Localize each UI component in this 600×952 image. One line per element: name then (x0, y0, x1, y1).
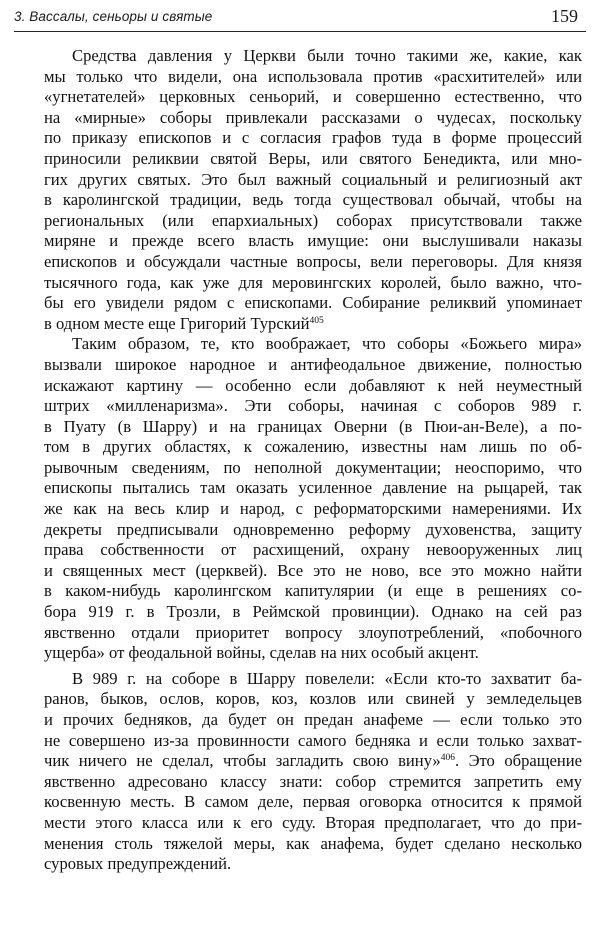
paragraph (44, 46, 582, 334)
text-line: ранов, быков, ослов, коров, коз, козлов или свиней у земледельцев (44, 689, 582, 709)
body-text (44, 46, 582, 875)
text-line (44, 751, 582, 772)
text-line: и священных мест (церквей). Все это не ново, все это можно найти (44, 560, 582, 580)
text-line: искажают картину — особенно если добавляют к ней неуместный (44, 375, 582, 395)
text-line: суровых предупреждений. (44, 854, 232, 874)
text-line: тысячного года, как уже для меровингских королей, было важно, что- (44, 272, 582, 292)
text-line: на «мирные» соборы привлекали рассказами о чудесах, поскольку (44, 107, 582, 127)
text-line: в каком-нибудь каролингском капитулярии (и еще в решениях со- (44, 581, 582, 601)
footnote-ref[interactable]: 405 (309, 315, 324, 326)
text-line: не совершено из-за провинности самого бедняка и если только захват- (44, 730, 582, 750)
text-line: бы его увидели рядом с епископами. Собирание реликвий упоминает (44, 293, 582, 313)
text-line (44, 314, 582, 335)
running-head (14, 7, 586, 32)
text-line: права собственности от расхищений, охрану невооруженных лиц (44, 540, 582, 560)
text-line: бора 919 г. в Трозли, в Реймской провинции). Однако на сей раз (44, 602, 582, 622)
text-line: миряне и прежде всего власть имущие: они выслушивали наказы (44, 231, 582, 251)
text-line: и прочих бедняков, да будет он предан анафеме — если только это (44, 710, 582, 729)
text-line: рывочным сведениям, по неполной документации; неоспоримо, что (44, 457, 582, 477)
text-line: в каролингской традиции, ведь тогда существовал обычай, чтобы на (44, 190, 582, 210)
paragraph (44, 334, 582, 664)
text-line: Таким образом, те, кто воображает, что соборы «Божьего мира» (72, 334, 582, 354)
text-line: Средства давления у Церкви были точно такими же, какие, как (72, 46, 582, 65)
text-line: приносили реликвии святой Веры, или святого Бенедикта, или мно- (44, 148, 582, 168)
text-line: «угнетателей» церковных сеньорий, и совершенно естественно, что (44, 87, 582, 107)
text-line: мы только что видели, она использовала против «расхитителей» или (44, 66, 582, 86)
text-line: явственно отдали приоритет вопросу злоупотреблений, «побочного (44, 622, 582, 642)
text-line: том в других областях, к сожалению, известны нам лишь по об- (44, 437, 582, 457)
text-line: региональных (или епархиальных) соборах присутствовали также (44, 210, 582, 230)
text-line: косвенную месть. В самом деле, первая оговорка относится к прямой (44, 792, 582, 812)
text-line: вызвали широкое народное и антифеодальное движение, полностью (44, 354, 582, 374)
page-number: 159 (551, 6, 578, 26)
text-line: декреты предписывали одновременно реформу духовенства, защиту (44, 519, 582, 539)
text-line: явственно адресовано классу знати: собор стремится запретить ему (44, 771, 582, 791)
text-line: же как на весь клир и народ, с реформаторскими намерениями. Их (44, 499, 582, 519)
footnote-ref[interactable]: 406 (440, 753, 455, 764)
text-line-tail: . Это обращение (454, 751, 582, 771)
text-line: штрих «милленаризма». Эти соборы, начиная с соборов 989 г. (44, 396, 582, 416)
text-line: по приказу епископов и с согласия графов туда в форме процессий (44, 128, 582, 148)
text-line-content: чик ничего не сделал, чтобы загладить свою вину» (44, 751, 441, 771)
text-line: ущерба» от феодальной войны, сделав на них особый акцент. (44, 643, 479, 663)
text-line: епископов и обсуждали частные вопросы, вели переговоры. Для князя (44, 251, 582, 271)
text-line: В 989 г. на соборе в Шарру повелели: «Если кто-то захватит ба- (72, 668, 582, 688)
paragraph (44, 669, 582, 875)
text-line: мести этого класса или к его суду. Вторая предполагает, что до при- (44, 812, 582, 832)
text-line: епископы пытались там оказать усиленное давление на рыцарей, так (44, 478, 582, 498)
text-line: менения столь тяжелой меры, как анафема, будет сделано несколько (44, 833, 582, 853)
text-line: в Пуату (в Шарру) и на границах Оверни (в Пюи-ан-Веле), а по- (44, 416, 582, 436)
running-title: 3. Вассалы, сеньоры и святые (14, 9, 213, 24)
text-line: гих других святых. Это был важный социальный и религиозный акт (44, 169, 582, 189)
text-line-content: в одном месте еще Григорий Турский (44, 313, 310, 333)
